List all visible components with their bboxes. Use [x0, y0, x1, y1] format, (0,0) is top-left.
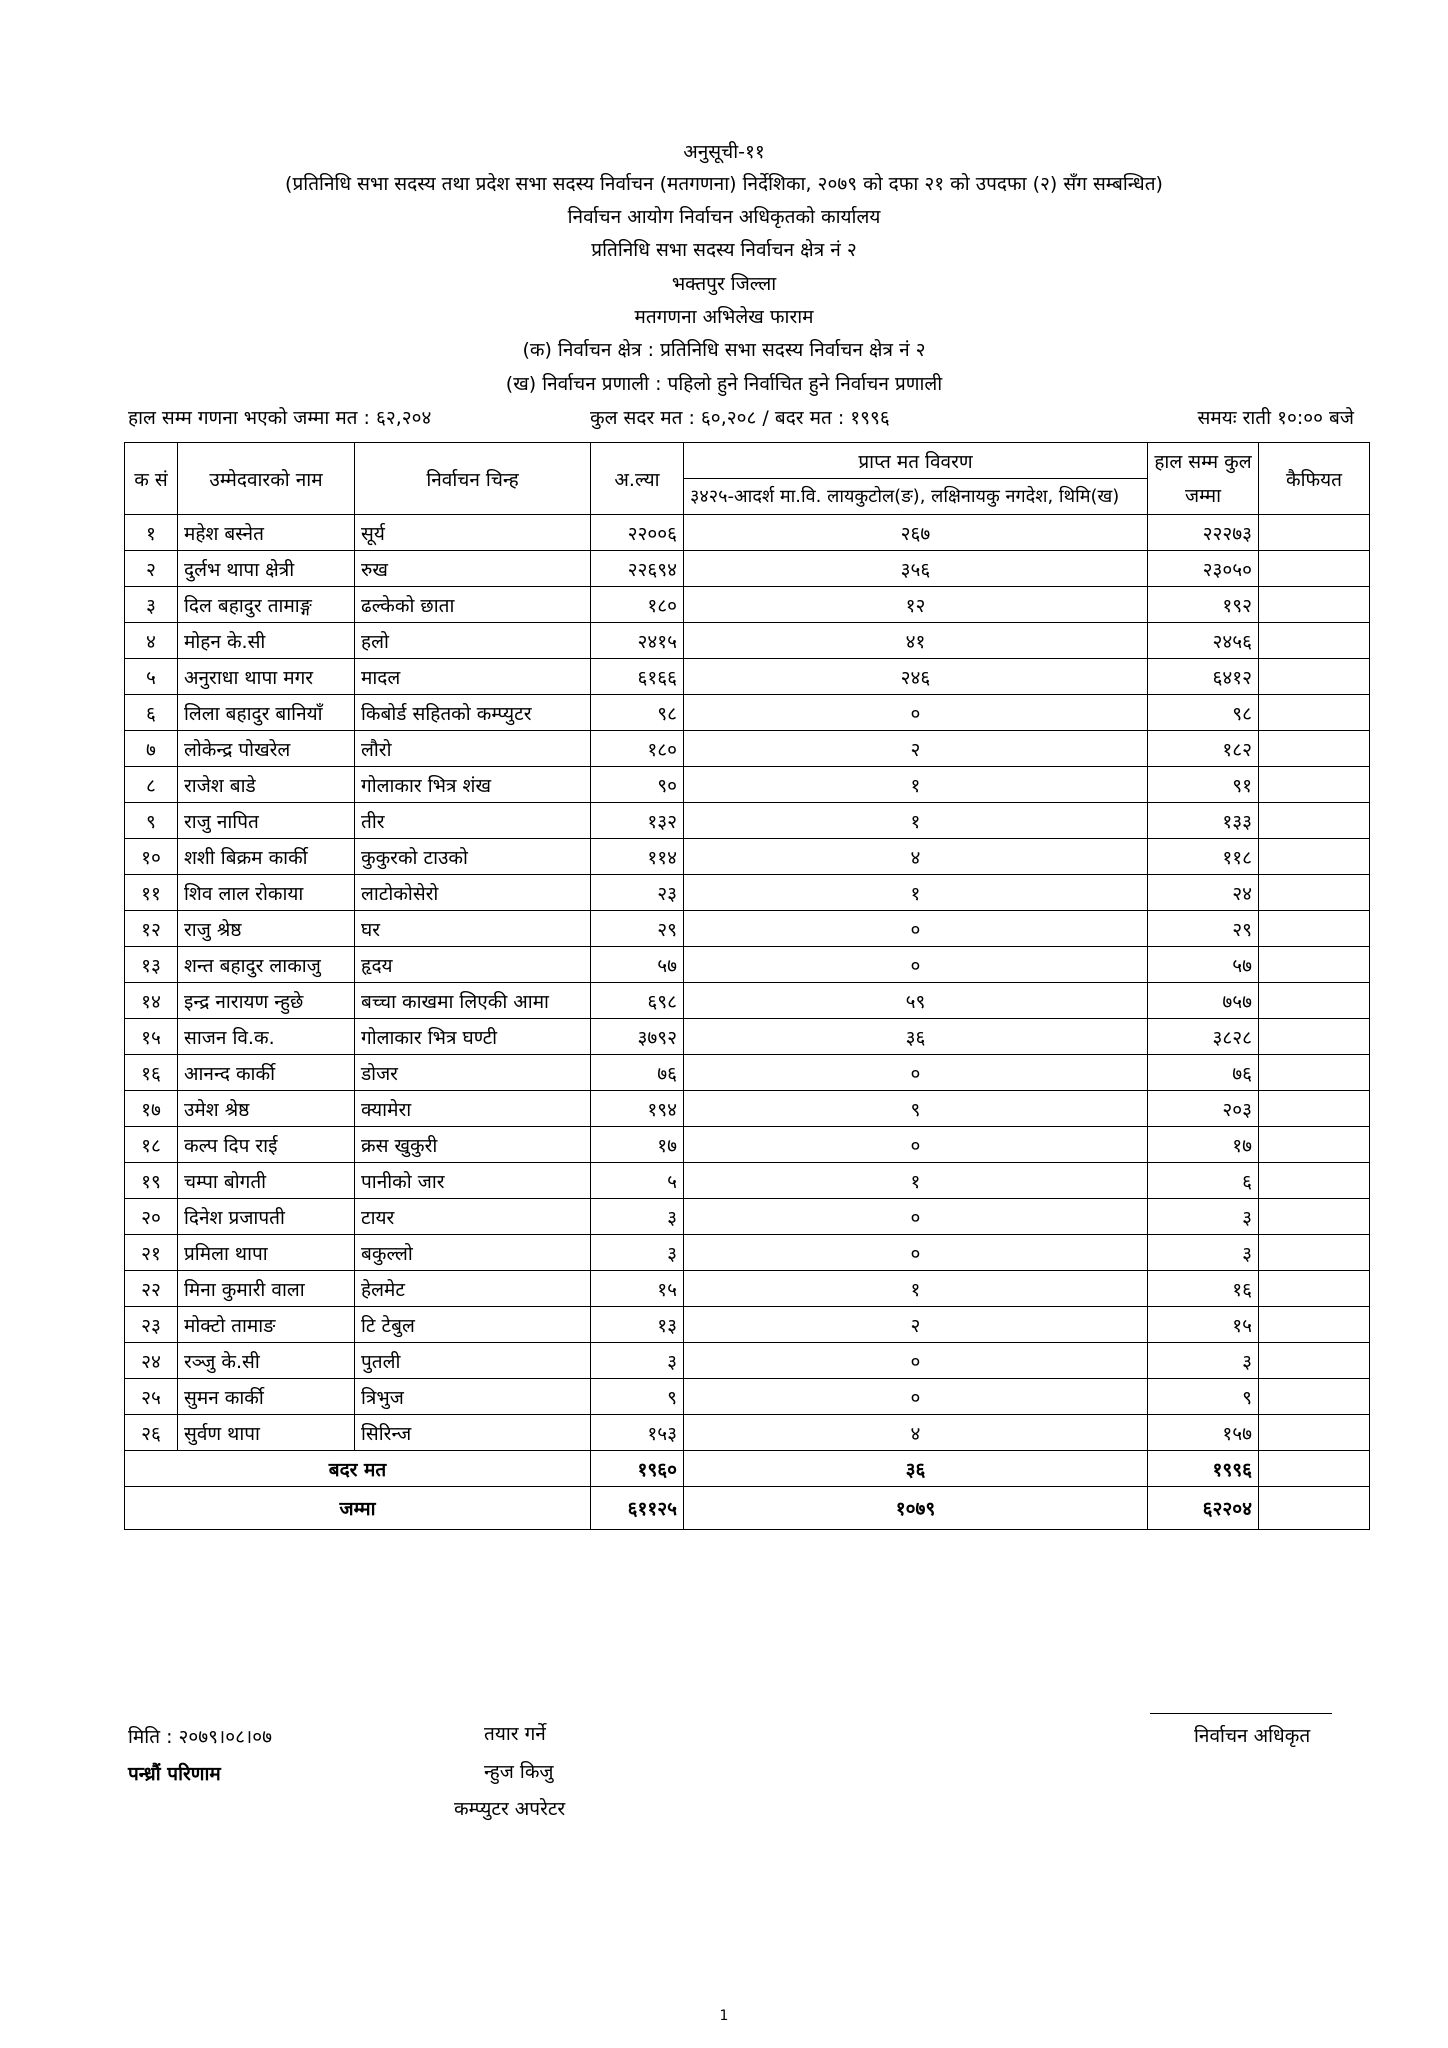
table-row	[125, 767, 1370, 803]
table-row	[125, 1199, 1370, 1235]
cell-cumulative-total: १७	[1148, 1127, 1259, 1163]
invalid-votes-received: ३६	[684, 1451, 1148, 1487]
cell-cumulative-total: १५७	[1148, 1415, 1259, 1451]
cell-serial-number: १५	[125, 1019, 178, 1055]
cell-serial-number: १३	[125, 947, 178, 983]
counted-votes: हाल सम्म गणना भएको जम्मा मत : ६२,२०४	[128, 407, 432, 429]
cell-candidate-name: सुमन कार्की	[178, 1379, 355, 1415]
cell-serial-number: २०	[125, 1199, 178, 1235]
cell-candidate-name: दिनेश प्रजापती	[178, 1199, 355, 1235]
cell-candidate-name: प्रमिला थापा	[178, 1235, 355, 1271]
cell-received-votes: १२	[684, 587, 1148, 623]
cell-received-votes: ५९	[684, 983, 1148, 1019]
cell-serial-number: २१	[125, 1235, 178, 1271]
table-row	[125, 659, 1370, 695]
cell-candidate-name: आनन्द कार्की	[178, 1055, 355, 1091]
cell-received-votes: ३६	[684, 1019, 1148, 1055]
cell-received-votes: ०	[684, 911, 1148, 947]
cell-previous-total: ९	[591, 1379, 684, 1415]
cell-cumulative-total: १५	[1148, 1307, 1259, 1343]
cell-serial-number: १०	[125, 839, 178, 875]
preparer-name: न्हुज किजु	[484, 1761, 554, 1783]
cell-cumulative-total: ३८२८	[1148, 1019, 1259, 1055]
cell-candidate-name: शन्त बहादुर लाकाजु	[178, 947, 355, 983]
cell-previous-total: ५	[591, 1163, 684, 1199]
cell-election-symbol: लाटोकोसेरो	[355, 875, 591, 911]
cell-remarks	[1259, 731, 1370, 767]
cell-received-votes: ०	[684, 1199, 1148, 1235]
invalid-votes-total: १९९६	[1148, 1451, 1259, 1487]
cell-election-symbol: तीर	[355, 803, 591, 839]
cell-cumulative-total: १६	[1148, 1271, 1259, 1307]
count-time: समयः राती १०:०० बजे	[1197, 407, 1354, 429]
result-date: मिति : २०७९।०८।०७	[128, 1726, 272, 1748]
cell-serial-number: ११	[125, 875, 178, 911]
cell-candidate-name: दिल बहादुर तामाङ्ग	[178, 587, 355, 623]
cell-candidate-name: मोहन के.सी	[178, 623, 355, 659]
cell-election-symbol: गोलाकार भित्र घण्टी	[355, 1019, 591, 1055]
table-row	[125, 1163, 1370, 1199]
valid-invalid-votes: कुल सदर मत : ६०,२०८ / बदर मत : १९९६	[590, 407, 890, 429]
cell-cumulative-total: ६४१२	[1148, 659, 1259, 695]
cell-previous-total: ३	[591, 1343, 684, 1379]
cell-serial-number: ८	[125, 767, 178, 803]
cell-remarks	[1259, 1091, 1370, 1127]
cell-election-symbol: टायर	[355, 1199, 591, 1235]
cell-received-votes: ०	[684, 947, 1148, 983]
schedule-title: अनुसूची-११	[683, 141, 765, 163]
cell-cumulative-total: ११८	[1148, 839, 1259, 875]
table-row	[125, 983, 1370, 1019]
cell-remarks	[1259, 695, 1370, 731]
cell-serial-number: १४	[125, 983, 178, 1019]
cell-received-votes: २६७	[684, 515, 1148, 551]
cell-previous-total: १९४	[591, 1091, 684, 1127]
cell-previous-total: २२६९४	[591, 551, 684, 587]
cell-cumulative-total: २०३	[1148, 1091, 1259, 1127]
cell-cumulative-total: ५७	[1148, 947, 1259, 983]
table-row	[125, 587, 1370, 623]
cell-remarks	[1259, 515, 1370, 551]
cell-received-votes: ०	[684, 695, 1148, 731]
cell-received-votes: १	[684, 1271, 1148, 1307]
cell-cumulative-total: ६	[1148, 1163, 1259, 1199]
table-row	[125, 623, 1370, 659]
cell-election-symbol: लौरो	[355, 731, 591, 767]
cell-remarks	[1259, 947, 1370, 983]
cell-election-symbol: किबोर्ड सहितको कम्प्युटर	[355, 695, 591, 731]
cell-previous-total: ३	[591, 1199, 684, 1235]
cell-candidate-name: मोक्टो तामाङ	[178, 1307, 355, 1343]
table-row	[125, 1415, 1370, 1451]
cell-candidate-name: रञ्जु के.सी	[178, 1343, 355, 1379]
cell-election-symbol: सिरिन्ज	[355, 1415, 591, 1451]
cell-candidate-name: लिला बहादुर बानियाँ	[178, 695, 355, 731]
cell-remarks	[1259, 1343, 1370, 1379]
cell-serial-number: ७	[125, 731, 178, 767]
cell-received-votes: ०	[684, 1127, 1148, 1163]
table-row	[125, 551, 1370, 587]
cell-serial-number: २६	[125, 1415, 178, 1451]
cell-remarks	[1259, 623, 1370, 659]
header-election-symbol: निर्वाचन चिन्ह	[355, 443, 591, 515]
cell-serial-number: २३	[125, 1307, 178, 1343]
header-candidate-name: उम्मेदवारको नाम	[178, 443, 355, 515]
cell-remarks	[1259, 1235, 1370, 1271]
cell-previous-total: ६९८	[591, 983, 684, 1019]
cell-serial-number: ५	[125, 659, 178, 695]
cell-serial-number: १९	[125, 1163, 178, 1199]
cell-candidate-name: साजन वि.क.	[178, 1019, 355, 1055]
cell-received-votes: ४	[684, 839, 1148, 875]
grand-total-cumulative: ६२२०४	[1148, 1487, 1259, 1530]
table-row	[125, 839, 1370, 875]
constituency-line: (क) निर्वाचन क्षेत्र : प्रतिनिधि सभा सदस्य निर्वाचन क्षेत्र नं २	[522, 339, 926, 361]
grand-total-previous: ६११२५	[591, 1487, 684, 1530]
cell-cumulative-total: ३	[1148, 1343, 1259, 1379]
cell-remarks	[1259, 1307, 1370, 1343]
cell-election-symbol: हलो	[355, 623, 591, 659]
header-previous-total: अ.ल्या	[591, 443, 684, 515]
cell-serial-number: १	[125, 515, 178, 551]
cell-serial-number: ६	[125, 695, 178, 731]
grand-total-remarks	[1259, 1487, 1370, 1530]
cell-serial-number: २४	[125, 1343, 178, 1379]
cell-received-votes: ४	[684, 1415, 1148, 1451]
cell-remarks	[1259, 1127, 1370, 1163]
cell-remarks	[1259, 1271, 1370, 1307]
cell-candidate-name: शिव लाल रोकाया	[178, 875, 355, 911]
cell-remarks	[1259, 983, 1370, 1019]
cell-election-symbol: कुकुरको टाउको	[355, 839, 591, 875]
cell-serial-number: १६	[125, 1055, 178, 1091]
cell-election-symbol: क्यामेरा	[355, 1091, 591, 1127]
cell-candidate-name: लोकेन्द्र पोखरेल	[178, 731, 355, 767]
cell-previous-total: २२००६	[591, 515, 684, 551]
cell-previous-total: २९	[591, 911, 684, 947]
invalid-votes-remarks	[1259, 1451, 1370, 1487]
table-row	[125, 1271, 1370, 1307]
header-polling-station: ३४२५-आदर्श मा.वि. लायकुटोल(ङ), लक्षिनायकु नगदेश, थिमि(ख)	[684, 479, 1148, 515]
cell-election-symbol: बच्चा काखमा लिएकी आमा	[355, 983, 591, 1019]
cell-candidate-name: राजेश बाडे	[178, 767, 355, 803]
cell-remarks	[1259, 551, 1370, 587]
cell-cumulative-total: ३	[1148, 1199, 1259, 1235]
cell-serial-number: ४	[125, 623, 178, 659]
cell-received-votes: २४६	[684, 659, 1148, 695]
cell-remarks	[1259, 1163, 1370, 1199]
cell-remarks	[1259, 911, 1370, 947]
cell-election-symbol: घर	[355, 911, 591, 947]
header-received-votes: प्राप्त मत विवरण	[684, 443, 1148, 479]
election-officer-label: निर्वाचन अधिकृत	[1194, 1725, 1311, 1747]
cell-cumulative-total: २४५६	[1148, 623, 1259, 659]
cell-serial-number: १२	[125, 911, 178, 947]
cell-received-votes: ०	[684, 1235, 1148, 1271]
cell-received-votes: १	[684, 803, 1148, 839]
cell-received-votes: ९	[684, 1091, 1148, 1127]
header-cumulative-total: हाल सम्म कुल जम्मा	[1148, 443, 1259, 515]
cell-election-symbol: पानीको जार	[355, 1163, 591, 1199]
cell-received-votes: २	[684, 731, 1148, 767]
cell-election-symbol: क्रस खुकुरी	[355, 1127, 591, 1163]
cell-cumulative-total: ९	[1148, 1379, 1259, 1415]
table-row	[125, 731, 1370, 767]
cell-previous-total: २३	[591, 875, 684, 911]
cell-remarks	[1259, 767, 1370, 803]
cell-serial-number: १७	[125, 1091, 178, 1127]
cell-election-symbol: त्रिभुज	[355, 1379, 591, 1415]
vote-count-table	[124, 442, 1370, 1530]
cell-remarks	[1259, 659, 1370, 695]
cell-remarks	[1259, 1199, 1370, 1235]
cell-previous-total: ३	[591, 1235, 684, 1271]
cell-remarks	[1259, 587, 1370, 623]
cell-serial-number: ९	[125, 803, 178, 839]
cell-cumulative-total: २३०५०	[1148, 551, 1259, 587]
result-sequence: पन्ध्रौं परिणाम	[128, 1763, 221, 1785]
cell-remarks	[1259, 1415, 1370, 1451]
electoral-system-line: (ख) निर्वाचन प्रणाली : पहिलो हुने निर्वाचित हुने निर्वाचन प्रणाली	[505, 373, 943, 395]
district-name: भक्तपुर जिल्ला	[671, 273, 777, 295]
candidate-rows	[125, 515, 1370, 1451]
cell-previous-total: १८०	[591, 731, 684, 767]
cell-candidate-name: चम्पा बोगती	[178, 1163, 355, 1199]
table-row	[125, 515, 1370, 551]
cell-previous-total: १३२	[591, 803, 684, 839]
cell-election-symbol: ढल्केको छाता	[355, 587, 591, 623]
cell-cumulative-total: १३३	[1148, 803, 1259, 839]
page-number: 1	[719, 2008, 729, 2024]
cell-previous-total: १८०	[591, 587, 684, 623]
cell-candidate-name: राजु श्रेष्ठ	[178, 911, 355, 947]
cell-candidate-name: सुर्वण थापा	[178, 1415, 355, 1451]
cell-election-symbol: गोलाकार भित्र शंख	[355, 767, 591, 803]
cell-previous-total: १७	[591, 1127, 684, 1163]
cell-previous-total: ९०	[591, 767, 684, 803]
header-serial-number: क सं	[125, 443, 178, 515]
cell-received-votes: १	[684, 1163, 1148, 1199]
cell-remarks	[1259, 803, 1370, 839]
cell-candidate-name: शशी बिक्रम कार्की	[178, 839, 355, 875]
table-row	[125, 947, 1370, 983]
header-remarks: कैफियत	[1259, 443, 1370, 515]
cell-cumulative-total: २९	[1148, 911, 1259, 947]
table-row	[125, 1091, 1370, 1127]
table-row	[125, 803, 1370, 839]
table-row	[125, 1235, 1370, 1271]
table-row	[125, 1343, 1370, 1379]
invalid-votes-previous: १९६०	[591, 1451, 684, 1487]
cell-remarks	[1259, 1379, 1370, 1415]
cell-election-symbol: पुतली	[355, 1343, 591, 1379]
cell-cumulative-total: ९८	[1148, 695, 1259, 731]
table-row	[125, 695, 1370, 731]
cell-election-symbol: हृदय	[355, 947, 591, 983]
cell-candidate-name: दुर्लभ थापा क्षेत्री	[178, 551, 355, 587]
cell-cumulative-total: १८२	[1148, 731, 1259, 767]
cell-received-votes: २	[684, 1307, 1148, 1343]
signature-line	[1150, 1713, 1332, 1714]
table-row	[125, 1379, 1370, 1415]
cell-election-symbol: हेलमेट	[355, 1271, 591, 1307]
cell-received-votes: ४१	[684, 623, 1148, 659]
cell-received-votes: ०	[684, 1379, 1148, 1415]
cell-remarks	[1259, 1019, 1370, 1055]
directive-reference: (प्रतिनिधि सभा सदस्य तथा प्रदेश सभा सदस्य निर्वाचन (मतगणना) निर्देशिका, २०७९ को दफा २१ को उपदफा (२) सँग सम्बन्धित)	[285, 173, 1163, 195]
table-row	[125, 875, 1370, 911]
cell-previous-total: ९८	[591, 695, 684, 731]
cell-serial-number: १८	[125, 1127, 178, 1163]
office-name: निर्वाचन आयोग निर्वाचन अधिकृतको कार्यालय	[567, 206, 881, 228]
cell-serial-number: २	[125, 551, 178, 587]
cell-received-votes: १	[684, 767, 1148, 803]
cell-cumulative-total: ७५७	[1148, 983, 1259, 1019]
cell-received-votes: ०	[684, 1343, 1148, 1379]
cell-election-symbol: बकुल्लो	[355, 1235, 591, 1271]
cell-candidate-name: उमेश श्रेष्ठ	[178, 1091, 355, 1127]
cell-election-symbol: टि टेबुल	[355, 1307, 591, 1343]
cell-candidate-name: महेश बस्नेत	[178, 515, 355, 551]
cell-candidate-name: मिना कुमारी वाला	[178, 1271, 355, 1307]
cell-previous-total: ७६	[591, 1055, 684, 1091]
cell-received-votes: ३५६	[684, 551, 1148, 587]
cell-previous-total: ११४	[591, 839, 684, 875]
cell-cumulative-total: १९२	[1148, 587, 1259, 623]
cell-previous-total: १५३	[591, 1415, 684, 1451]
table-row	[125, 1307, 1370, 1343]
cell-cumulative-total: २४	[1148, 875, 1259, 911]
cell-candidate-name: कल्प दिप राई	[178, 1127, 355, 1163]
cell-candidate-name: अनुराधा थापा मगर	[178, 659, 355, 695]
cell-remarks	[1259, 875, 1370, 911]
constituency-title: प्रतिनिधि सभा सदस्य निर्वाचन क्षेत्र नं २	[591, 239, 857, 261]
cell-candidate-name: इन्द्र नारायण न्हुछे	[178, 983, 355, 1019]
cell-cumulative-total: ७६	[1148, 1055, 1259, 1091]
cell-cumulative-total: २२२७३	[1148, 515, 1259, 551]
grand-total-row	[125, 1487, 1370, 1530]
cell-election-symbol: सूर्य	[355, 515, 591, 551]
prepared-by-label: तयार गर्ने	[484, 1723, 546, 1745]
cell-election-symbol: डोजर	[355, 1055, 591, 1091]
cell-election-symbol: रुख	[355, 551, 591, 587]
invalid-votes-row	[125, 1451, 1370, 1487]
cell-serial-number: २५	[125, 1379, 178, 1415]
cell-previous-total: १५	[591, 1271, 684, 1307]
cell-candidate-name: राजु नापित	[178, 803, 355, 839]
cell-election-symbol: मादल	[355, 659, 591, 695]
table-row	[125, 1019, 1370, 1055]
grand-total-received: १०७९	[684, 1487, 1148, 1530]
table-row	[125, 1055, 1370, 1091]
table-row	[125, 911, 1370, 947]
preparer-role: कम्प्युटर अपरेटर	[454, 1798, 566, 1820]
cell-previous-total: ६१६६	[591, 659, 684, 695]
grand-total-label: जम्मा	[125, 1487, 591, 1530]
cell-remarks	[1259, 839, 1370, 875]
cell-previous-total: २४१५	[591, 623, 684, 659]
table-row	[125, 1127, 1370, 1163]
form-title: मतगणना अभिलेख फाराम	[634, 306, 814, 328]
cell-previous-total: १३	[591, 1307, 684, 1343]
cell-cumulative-total: ३	[1148, 1235, 1259, 1271]
cell-received-votes: ०	[684, 1055, 1148, 1091]
cell-cumulative-total: ९१	[1148, 767, 1259, 803]
cell-previous-total: ५७	[591, 947, 684, 983]
cell-previous-total: ३७९२	[591, 1019, 684, 1055]
cell-serial-number: २२	[125, 1271, 178, 1307]
cell-serial-number: ३	[125, 587, 178, 623]
cell-received-votes: १	[684, 875, 1148, 911]
cell-remarks	[1259, 1055, 1370, 1091]
invalid-votes-label: बदर मत	[125, 1451, 591, 1487]
